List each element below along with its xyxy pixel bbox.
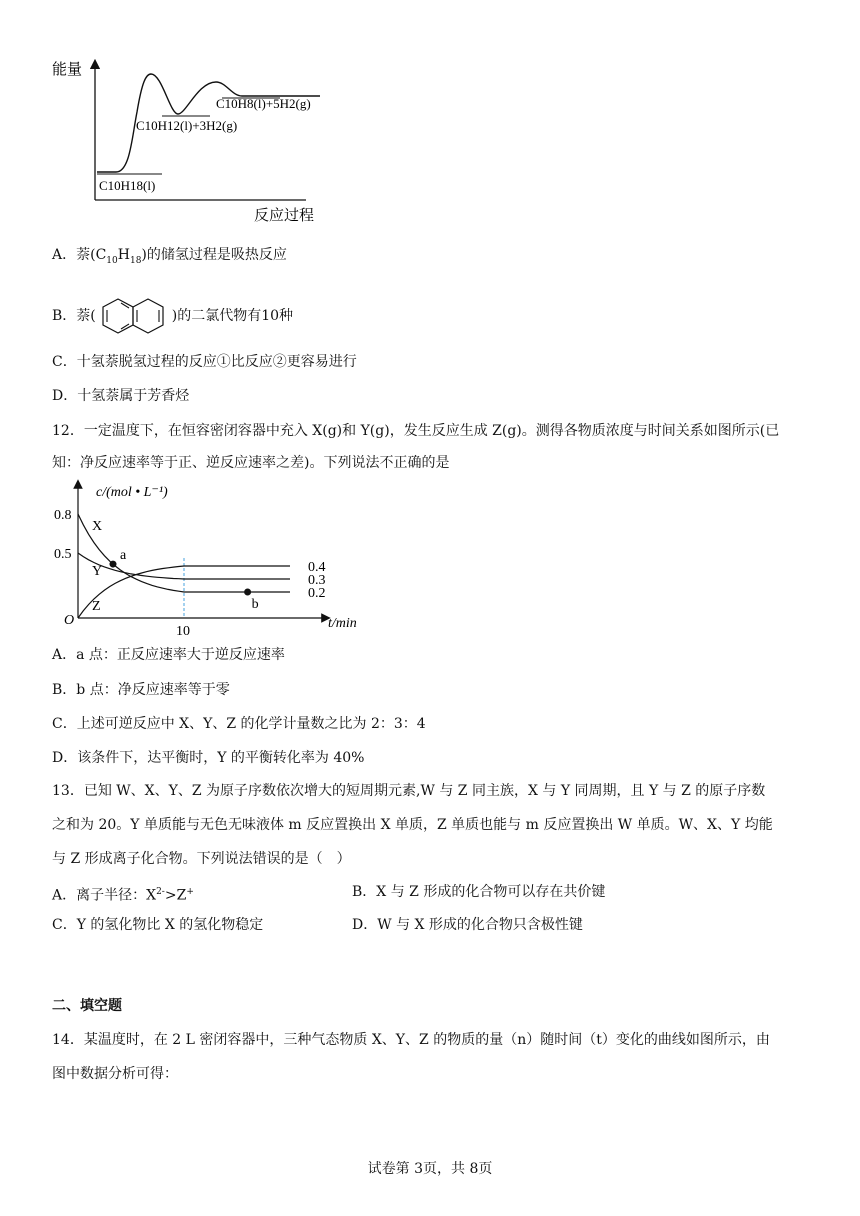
q13-option-a-mid: >Z — [164, 887, 187, 904]
chart-series-Y-end-label: 0.3 — [308, 573, 326, 588]
q13-stem-line1: 13．已知 W、X、Y、Z 为原子序数依次增大的短周期元素,W 与 Z 同主族，X 与 Y 同周期，且 Y 与 Z 的原子序数 — [52, 783, 766, 799]
q11-option-a-text: A．萘(C — [52, 247, 107, 263]
chart-point-a-label: a — [119, 548, 127, 564]
q14-stem-line1: 14．某温度时，在 2 L 密闭容器中，三种气态物质 X、Y、Z 的物质的量（n）随时间（t）变化的曲线如图所示，由 — [52, 1032, 770, 1048]
page-footer: 试卷第 3页，共 8页 — [367, 1161, 493, 1177]
q13-option-a-sup1: 2- — [156, 887, 165, 897]
q13-option-a — [52, 882, 194, 906]
energy-diagram — [50, 52, 350, 228]
q13-option-b: B．X 与 Z 形成的化合物可以存在共价键 — [352, 884, 606, 900]
q12-option-c: C．上述可逆反应中 X、Y、Z 的化学计量数之比为 2：3：4 — [52, 716, 426, 732]
chart-series-X-label: X — [92, 519, 103, 534]
q13-option-a-text: A．离子半径：X — [52, 887, 157, 904]
chart-series-X-end-label: 0.2 — [308, 586, 326, 601]
energy-label-top: C10H8(l)+5H2(g) — [216, 96, 311, 111]
concentration-time-chart — [50, 478, 370, 640]
energy-axis-label: 能量 — [52, 62, 83, 78]
chart-y-axis-label: c/(mol • L⁻¹) — [96, 485, 168, 500]
q11-option-a-sub2: 18 — [129, 255, 142, 266]
q11-option-c: C．十氢萘脱氢过程的反应①比反应②更容易进行 — [52, 354, 357, 370]
chart-y-tick-0.5: 0.5 — [54, 547, 72, 562]
q12-stem-line2: 知：净反应速率等于正、逆反应速率之差)。下列说法不正确的是 — [52, 455, 450, 471]
chart-series-Z-end-label: 0.4 — [308, 560, 326, 575]
q13-option-a-sup2: + — [186, 887, 194, 897]
q11-option-d: D．十氢萘属于芳香烃 — [52, 388, 190, 404]
q12-option-d: D．该条件下，达平衡时，Y 的平衡转化率为 40% — [52, 750, 365, 766]
q11-option-b — [52, 298, 293, 334]
q11-option-a-sub1: 10 — [106, 255, 118, 266]
chart-point-b — [244, 589, 251, 596]
chart-x-tick-10: 10 — [176, 624, 190, 639]
q13-option-d: D．W 与 X 形成的化合物只含极性键 — [352, 917, 583, 933]
energy-label-mid: C10H12(l)+3H2(g) — [136, 118, 238, 133]
q12-stem-line1: 12．一定温度下，在恒容密闭容器中充入 X(g)和 Y(g)，发生反应生成 Z(g)。测得各物质浓度与时间关系如图所示(已 — [52, 423, 780, 439]
q13-option-c: C．Y 的氢化物比 X 的氢化物稳定 — [52, 917, 264, 933]
q12-option-a: A．a 点：正反应速率大于逆反应速率 — [52, 647, 285, 663]
q11-option-a-h: H — [117, 247, 130, 263]
section-title-fill-in: 二、填空题 — [52, 998, 122, 1014]
chart-x-axis-label: t/min — [328, 616, 357, 631]
energy-label-bottom: C10H18(l) — [99, 178, 156, 193]
chart-series-Z-label: Z — [92, 599, 101, 614]
naphthalene-structure-icon — [96, 298, 172, 334]
q11-option-b-rest: )的二氯代物有10种 — [171, 308, 294, 324]
q13-stem-line3: 与 Z 形成离子化合物。下列说法错误的是（ ） — [52, 851, 351, 867]
q13-stem-line2: 之和为 20。Y 单质能与无色无味液体 m 反应置换出 X 单质，Z 单质也能与 m 反应置换出 W 单质。W、X、Y 均能 — [52, 817, 773, 833]
energy-x-label: 反应过程 — [254, 208, 315, 224]
chart-origin-label: O — [64, 613, 75, 628]
chart-y-tick-0.8: 0.8 — [54, 508, 72, 523]
q11-option-a — [52, 245, 287, 271]
q11-option-a-rest: )的储氢过程是吸热反应 — [141, 247, 287, 263]
q11-option-b-text: B．萘( — [52, 308, 96, 324]
q12-option-b: B．b 点：净反应速率等于零 — [52, 682, 230, 698]
chart-point-a — [109, 561, 116, 568]
chart-point-b-label: b — [251, 597, 259, 612]
q14-stem-line2: 图中数据分析可得： — [52, 1066, 178, 1082]
chart-series-Y-label: Y — [92, 564, 103, 579]
